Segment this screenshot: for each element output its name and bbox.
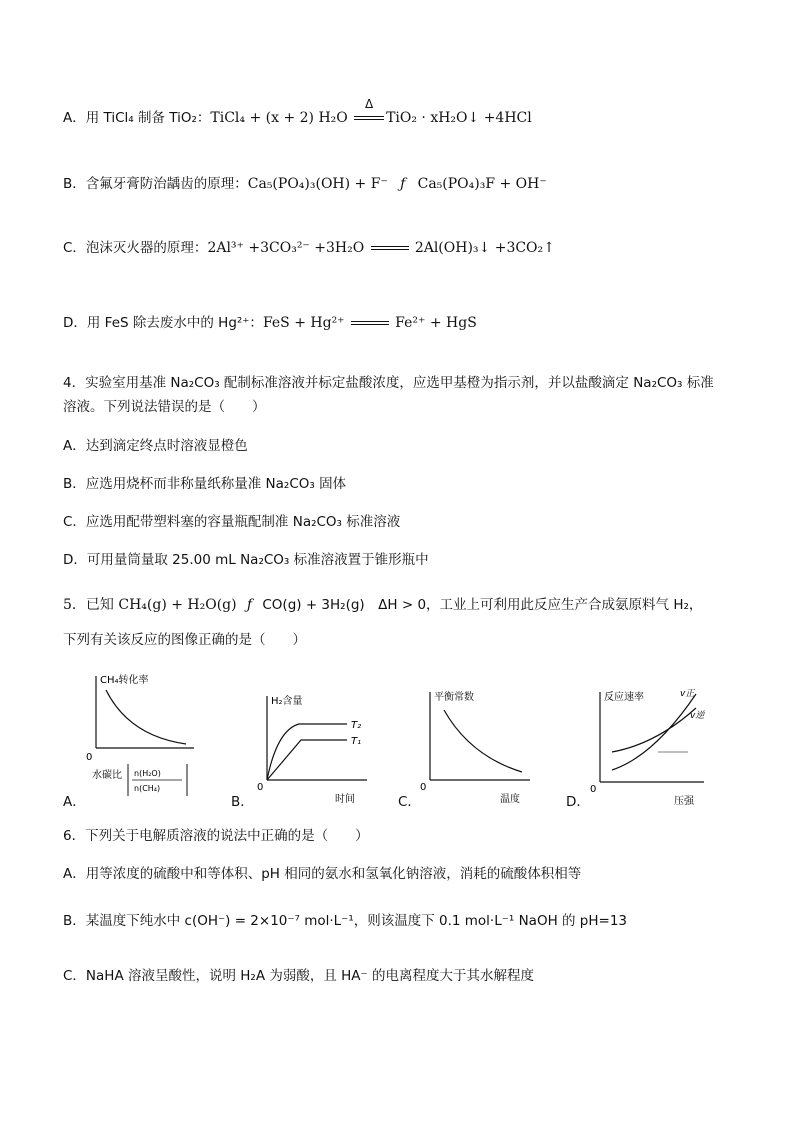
q3-option-c [63, 238, 555, 258]
q5-graph-b [255, 690, 375, 808]
q4-option-a: A．达到滴定终点时溶液显橙色 [63, 438, 248, 454]
q3-option-a [63, 97, 532, 128]
q5-graph-b-t2-label: T₂ [351, 720, 362, 731]
q3-b-rhs: Ca₅(PO₄)₃F + OH⁻ [417, 176, 547, 192]
q5-graph-b-origin: 0 [257, 782, 264, 793]
q5-stem-part2: CO(g) + 3H₂(g) ΔH > 0，工业上可利用此反应生产合成氨原料气 H₂， [262, 597, 703, 613]
q5-graph-d-origin: 0 [590, 784, 597, 795]
q3-option-b [63, 174, 547, 194]
q5-graph-b-option: B． [231, 794, 254, 810]
q3-b-prefix: B．含氟牙膏防治龋齿的原理： [63, 176, 248, 192]
q5-graph-d-v1-label: v正 [680, 689, 695, 699]
q3-option-d [63, 313, 477, 333]
q3-c-rhs: 2Al(OH)₃↓ +3CO₂↑ [414, 240, 555, 256]
q3-a-rhs: TiO₂ · xH₂O↓ +4HCl [386, 110, 532, 126]
q3-a-heat-symbol: Δ [364, 97, 374, 111]
q5-graph-d [588, 686, 712, 810]
q3-d-rhs: Fe²⁺ + HgS [395, 315, 477, 331]
q3-a-prefix: A．用 TiCl₄ 制备 TiO₂： [63, 110, 211, 126]
q5-stem-line2: 下列有关该反应的图像正确的是（ ） [63, 632, 306, 648]
q3-c-prefix: C．泡沫灭火器的原理： [63, 240, 208, 256]
q5-graph-c-option: C． [398, 794, 421, 810]
q5-graph-c-ylabel: 平衡常数 [434, 692, 474, 703]
q5-graph-d-curve-v1 [612, 694, 696, 770]
q3-d-prefix: D．用 FeS 除去废水中的 Hg²⁺： [63, 315, 263, 331]
q5-graph-d-v2-label: v逆 [690, 711, 705, 721]
q4-stem-line1: 4．实验室用基准 Na₂CO₃ 配制标准溶液并标定盐酸浓度，应选甲基橙为指示剂，并以盐酸滴定 Na₂CO₃ 标准 [63, 375, 714, 391]
q3-d-equals-sign [351, 321, 389, 325]
q5-graph-a-option: A． [63, 794, 86, 810]
q5-graph-c-origin: 0 [420, 782, 427, 793]
q5-equilibrium-symbol: ƒ [246, 597, 253, 613]
q5-graph-c-curve [444, 710, 522, 772]
q5-stem-part1: 5．已知 CH₄(g) + H₂O(g) [63, 597, 237, 613]
q5-graph-c [418, 686, 538, 808]
q6-option-b: B．某温度下纯水中 c(OH⁻) = 2×10⁻⁷ mol·L⁻¹，则该温度下 0.1 mol·L⁻¹ NaOH 的 pH=13 [63, 913, 628, 929]
q5-graph-a-xlabel: 水碳比 [92, 770, 122, 781]
q3-b-lhs: Ca₅(PO₄)₃(OH) + F⁻ [247, 176, 388, 192]
q5-graph-c-xlabel: 温度 [500, 794, 520, 805]
q4-option-c: C．应选用配带塑料塞的容量瓶配制准 Na₂CO₃ 标准溶液 [63, 514, 401, 530]
q5-graph-a [84, 668, 204, 808]
q5-graph-d-curve-v2 [612, 708, 696, 752]
q5-graph-a-frac-den: n(CH₄) [134, 784, 161, 793]
q5-graph-a-curve [106, 690, 186, 744]
q4-option-d: D．可用量筒量取 25.00 mL Na₂CO₃ 标准溶液置于锥形瓶中 [63, 552, 429, 568]
q5-graph-d-ylabel: 反应速率 [604, 692, 644, 703]
q3-a-lhs: TiCl₄ + (x + 2) H₂O [210, 110, 348, 126]
q5-graph-b-ylabel: H₂含量 [271, 696, 303, 707]
q4-stem-line2: 溶液。下列说法错误的是（ ） [63, 399, 266, 415]
q5-graph-a-origin: 0 [86, 752, 93, 763]
q5-graph-d-option: D． [566, 794, 590, 810]
q3-b-equilibrium-symbol: ƒ [400, 176, 406, 192]
q6-stem: 6．下列关于电解质溶液的说法中正确的是（ ） [63, 828, 369, 844]
q5-graph-d-xlabel: 压强 [674, 796, 694, 807]
q5-graph-b-curve-t1 [267, 740, 347, 780]
q5-stem-line1 [63, 595, 702, 615]
q3-a-equals-heating [352, 97, 386, 128]
q6-option-c: C．NaHA 溶液呈酸性，说明 H₂A 为弱酸，且 HA⁻ 的电离程度大于其水解程度 [63, 968, 534, 984]
q5-graph-b-t1-label: T₁ [351, 736, 362, 747]
q5-graph-b-curve-t2 [267, 724, 347, 780]
q5-graph-b-xlabel: 时间 [335, 794, 355, 805]
q4-option-b: B．应选用烧杯而非称量纸称量准 Na₂CO₃ 固体 [63, 476, 347, 492]
q3-c-lhs: 2Al³⁺ +3CO₃²⁻ +3H₂O [207, 240, 365, 256]
q5-graph-a-frac-num: n(H₂O) [134, 769, 161, 778]
q5-graph-a-ylabel: CH₄转化率 [100, 675, 149, 686]
q3-c-equals-sign [371, 246, 409, 250]
q3-d-lhs: FeS + Hg²⁺ [262, 315, 345, 331]
q6-option-a: A．用等浓度的硫酸中和等体积、pH 相同的氨水和氢氧化钠溶液，消耗的硫酸体积相等 [63, 866, 582, 882]
